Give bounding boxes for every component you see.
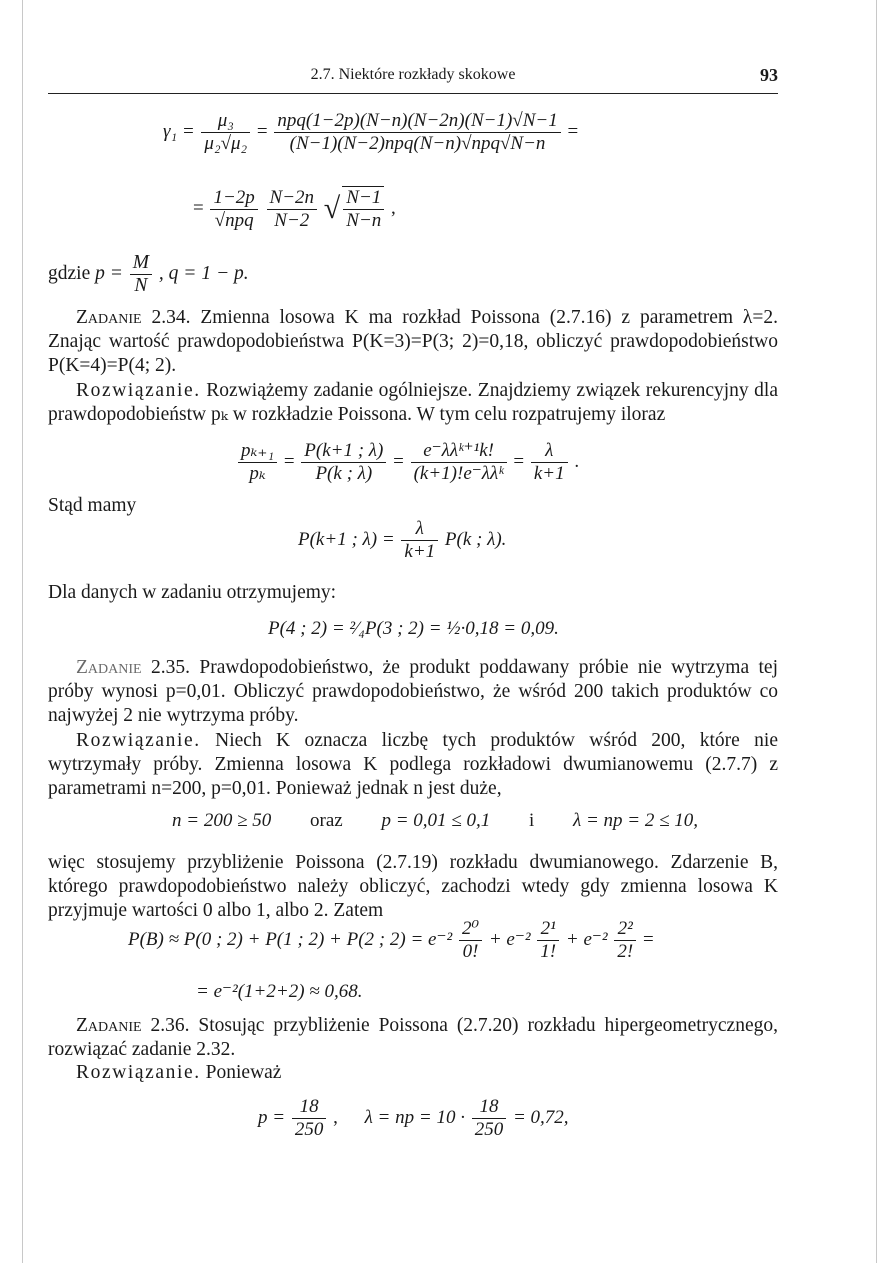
fraction-numerator: 18 xyxy=(292,1096,327,1119)
exercise-2-34 xyxy=(48,306,778,378)
header-rule xyxy=(48,93,778,94)
fraction-18-250 xyxy=(292,1096,327,1141)
equation-last xyxy=(258,1096,569,1141)
left-margin-line xyxy=(22,0,23,1263)
equation-p4: P(4 ; 2) = ²⁄₄P(3 ; 2) = ½·0,18 = 0,09. xyxy=(268,618,559,639)
fraction-term-0 xyxy=(459,918,482,963)
header-title: 2.7. Niektóre rozkłady skokowe xyxy=(310,66,516,83)
fraction-numerator: λ xyxy=(531,440,568,463)
equals-sign: = xyxy=(193,197,204,219)
fraction-lambda xyxy=(531,440,568,485)
dla-danych: Dla danych w zadaniu otrzymujemy: xyxy=(48,582,337,603)
equals-sign: = xyxy=(567,120,579,142)
fraction-numerator: 2¹ xyxy=(537,918,559,941)
equation-pb xyxy=(128,918,654,963)
fraction-term-1 xyxy=(537,918,559,963)
equation-gamma-line2: = $\frac{1-2p}{\text{√npq}}$ $\frac{N-2n}{N-2}$ √ $\frac{N-1}{N-n}$ , xyxy=(193,186,396,231)
plus-term: + e⁻² xyxy=(565,928,608,950)
fraction-1-2p xyxy=(210,187,257,232)
q-definition: , q = 1 − p. xyxy=(158,262,249,284)
fraction-denominator: k+1 xyxy=(404,541,436,562)
lambda-result: = 0,72, xyxy=(512,1106,569,1128)
fraction-pk xyxy=(238,440,277,485)
exercise-text: 2.34. Zmienna losowa K ma rozkład Poissona (2.7.16) z parametrem λ=2. Znając wartość prawdopodobieństwa P(K=3)=P(3; 2)=0,18, obliczyć prawdopodobieństwo P(K=4)=P(4; 2). xyxy=(48,307,778,376)
fraction-denominator: 0! xyxy=(462,941,479,962)
fraction-numerator: N−2n xyxy=(267,187,318,210)
fraction-denominator: P(k ; λ) xyxy=(315,463,373,484)
fraction-numerator: 18 xyxy=(472,1096,507,1119)
fraction-denominator: N xyxy=(134,275,148,296)
fraction-denominator: N−n xyxy=(346,210,382,231)
p-equals: p = xyxy=(258,1106,286,1128)
gdzie-word: gdzie xyxy=(48,262,91,284)
fraction-n-2n xyxy=(267,187,318,232)
lambda-expression: λ = np = 10 · xyxy=(364,1106,465,1128)
solution-label: Rozwiązanie. xyxy=(76,380,201,401)
solution-label: Rozwiązanie. xyxy=(76,730,201,751)
equals-sign: = xyxy=(642,928,654,950)
fraction-denominator: pₖ xyxy=(249,463,266,484)
word-oraz: oraz xyxy=(310,810,343,831)
gdzie-line xyxy=(48,252,249,297)
right-margin-line xyxy=(876,0,877,1263)
fraction-denominator: 250 xyxy=(474,1119,504,1140)
comma: , xyxy=(391,197,396,219)
fraction-numerator: P(k+1 ; λ) xyxy=(301,440,386,463)
exercise-label: Zadanie xyxy=(76,657,142,678)
plus-term: + e⁻² xyxy=(488,928,531,950)
equation-conditions xyxy=(172,810,698,832)
fraction-numerator: npq(1−2p)(N−n)(N−2n)(N−1)√N−1 xyxy=(274,110,560,133)
exercise-text: 2.35. Prawdopodobieństwo, że produkt poddawany próbie nie wytrzyma tej próby wynosi p=0,01. Obliczyć prawdopodobieństwo, że wśród 200 takich produktów co najwyżej 2 nie wytrzyma próby. xyxy=(48,657,779,726)
fraction-m-n xyxy=(130,252,152,297)
solution-2-34 xyxy=(48,379,778,427)
recurrence-left: P(k+1 ; λ) = xyxy=(298,528,395,550)
exercise-text: 2.36. Stosując przybliżenie Poissona (2.7.20) rozkładu hipergeometrycznego, rozwiązać zadanie 2.32. xyxy=(48,1015,778,1060)
gamma-symbol: γ₁ = xyxy=(163,120,195,142)
solution-text: Niech K oznacza liczbę tych produktów wśród 200, które nie wytrzymały próby. Zmienna losowa K podlega rozkładowi dwumianowemu (2.7.7) z parametrami n=200, p=0,01. Ponieważ jednak n jest duże, xyxy=(48,730,779,799)
fraction-term-2 xyxy=(614,918,636,963)
solution-text: Ponieważ xyxy=(205,1062,282,1083)
fraction-numerator: 2² xyxy=(614,918,636,941)
fraction-numerator: N−1 xyxy=(343,187,384,210)
solution-text: Rozwiążemy zadanie ogólniejsze. Znajdziemy związek rekurencyjny dla prawdopodobieństw pₖ w rozkładzie Poissona. W tym celu rozpatrujemy iloraz xyxy=(48,380,778,425)
fraction-denominator: √npq xyxy=(214,209,254,231)
fraction-18-250-b xyxy=(472,1096,507,1141)
fraction-sqrt xyxy=(342,186,384,232)
fraction-lambda-k1 xyxy=(401,518,438,563)
fraction-mu xyxy=(201,110,250,155)
exercise-2-36 xyxy=(48,1014,778,1062)
exercise-label: Zadanie xyxy=(76,1015,142,1036)
fraction-denominator: 250 xyxy=(294,1119,324,1140)
fraction-numerator: λ xyxy=(401,518,438,541)
equation-pb-line2: = e⁻²(1+2+2) ≈ 0,68. xyxy=(196,981,363,1002)
page-number: 93 xyxy=(760,65,778,85)
fraction-denominator: μ₂√μ₂ xyxy=(204,133,248,154)
fraction-numerator: M xyxy=(130,252,152,275)
fraction-numerator: 1−2p xyxy=(210,187,257,210)
fraction-denominator: (k+1)!e⁻λλᵏ xyxy=(413,463,504,484)
fraction-numerator: pₖ₊₁ xyxy=(238,440,277,463)
stad-mamy: Stąd mamy xyxy=(48,495,137,516)
condition-lambda: λ = np = 2 ≤ 10, xyxy=(572,810,699,831)
condition-n: n = 200 ≥ 50 xyxy=(172,810,272,831)
exercise-label: Zadanie xyxy=(76,307,142,328)
fraction-numerator: 2⁰ xyxy=(459,918,482,941)
equation-recurrence xyxy=(298,518,506,563)
equation-ratio: $\frac{\text{pₖ₊₁}}{\text{pₖ}}$ = $\frac{P(k+1 ; \lambda)}{P(k ; \lambda)}$ = $\frac{\text{e⁻λλᵏ⁺¹k!}}{\text{(k+1)!e⁻λλᵏ}}$ = $\frac{\lambda}{k+1}$ . xyxy=(236,440,579,485)
fraction-denominator: N−2 xyxy=(274,209,310,231)
pb-left: P(B) ≈ P(0 ; 2) + P(1 ; 2) + P(2 ; 2) = e⁻² xyxy=(128,928,453,950)
fraction-denominator: 2! xyxy=(617,941,634,962)
fraction-denominator: (N−1)(N−2)npq(N−n)√npq√N−n xyxy=(289,133,546,154)
period: . xyxy=(574,450,580,472)
fraction-numerator: e⁻λλᵏ⁺¹k! xyxy=(411,440,507,463)
fraction-denominator: k+1 xyxy=(533,463,565,484)
exercise-2-35 xyxy=(48,656,778,728)
running-header xyxy=(48,66,778,88)
paragraph-wiec: więc stosujemy przybliżenie Poissona (2.7.19) rozkładu dwumianowego. Zdarzenie B, którego prawdopodobieństwo należy obliczyć, zachodzi wtedy gdy zmienna losowa K przyjmuje wartości 0 albo 1, albo 2. Zatem xyxy=(48,852,778,921)
solution-2-36 xyxy=(48,1061,778,1085)
solution-2-35 xyxy=(48,729,778,801)
fraction-npq xyxy=(274,110,560,155)
fraction-pk-lambda xyxy=(301,440,386,485)
fraction-numerator: μ₃ xyxy=(201,110,250,133)
equation-gamma-line1: γ₁ = $\frac{\text{μ₃}}{\text{μ₂√μ₂}}$ = $\frac{\text{npq(1−2p)(N−n)(N−2n)(N−1)√N−1}}{\text{(N−1)(N−2)npq(N−n)√npq√N−n}}$ = xyxy=(163,110,579,154)
comma: , xyxy=(333,1106,338,1128)
word-i: i xyxy=(528,810,535,831)
solution-label: Rozwiązanie. xyxy=(76,1062,201,1083)
condition-p: p = 0,01 ≤ 0,1 xyxy=(381,810,491,831)
recurrence-right: P(k ; λ). xyxy=(444,528,507,550)
fraction-denominator: 1! xyxy=(540,941,557,962)
fraction-exp xyxy=(411,440,507,485)
p-equals: p = xyxy=(95,262,123,284)
